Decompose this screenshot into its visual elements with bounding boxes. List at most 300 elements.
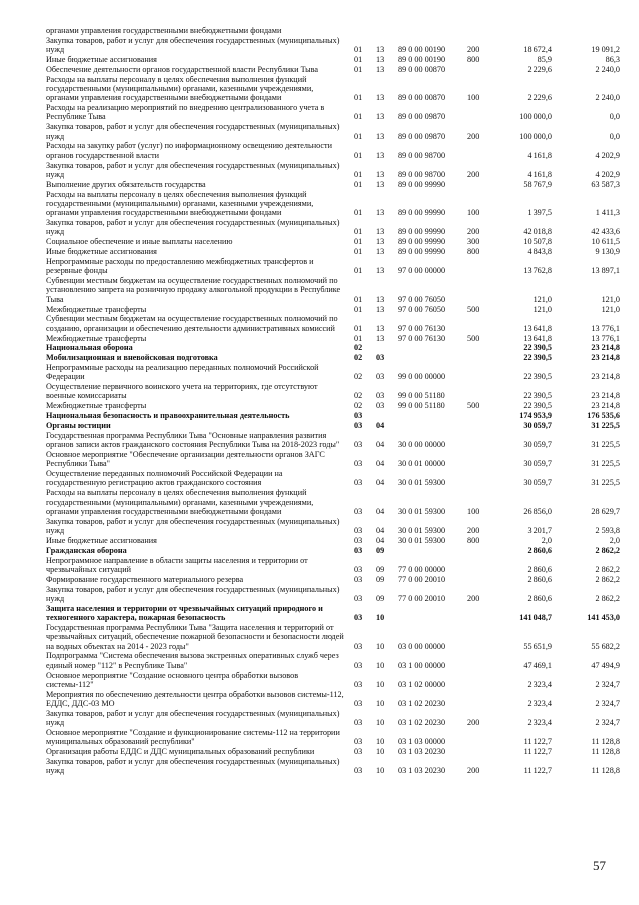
row-sum-year2: 55 682,2 [591, 641, 620, 651]
row-section: 03 [354, 737, 363, 747]
row-sum-year2: 2 324,7 [595, 698, 620, 708]
row-target-code: 77 0 00 00000 [398, 564, 446, 574]
row-expense-type: 300 [467, 237, 480, 247]
row-sum-year1: 11 122,7 [523, 737, 552, 747]
row-subsection: 13 [376, 131, 385, 141]
row-target-code: 30 0 01 59300 [398, 478, 446, 488]
row-name: Закупка товаров, работ и услуг для обеспечения государственных (муниципальных) нужд [46, 160, 340, 179]
row-sum-year2: 9 130,9 [595, 247, 620, 257]
table-row [0, 401, 639, 410]
row-sum-year1: 100 000,0 [519, 131, 552, 141]
row-section: 01 [354, 45, 363, 55]
row-subsection: 03 [376, 353, 385, 363]
row-section: 02 [354, 391, 363, 401]
table-row [0, 450, 639, 469]
row-subsection: 13 [376, 266, 385, 276]
row-sum-year1: 22 390,5 [523, 353, 552, 363]
row-sum-year2: 0,0 [609, 131, 620, 141]
table-row [0, 276, 639, 304]
row-name: Социальное обеспечение и иные выплаты населению [46, 237, 233, 247]
row-section: 01 [354, 112, 363, 122]
row-target-code: 30 0 01 00000 [398, 459, 446, 469]
row-target-code: 03 0 00 00000 [398, 641, 446, 651]
row-subsection: 13 [376, 304, 385, 314]
row-section: 01 [354, 227, 363, 237]
table-row [0, 604, 639, 623]
row-target-code: 89 0 00 09870 [398, 112, 446, 122]
table-row [0, 363, 639, 382]
row-expense-type: 800 [467, 247, 480, 257]
table-row [0, 190, 639, 218]
row-sum-year1: 2 860,6 [527, 574, 552, 584]
row-section: 01 [354, 64, 363, 74]
row-subsection: 03 [376, 391, 385, 401]
row-section: 03 [354, 545, 363, 555]
row-name: Государственная программа Республики Тыва "Основные направления развития органов записи актов гражданского состояния Республики Тыва на 2018-2023 годы" [46, 430, 340, 450]
row-name: Иные бюджетные ассигнования [46, 247, 157, 257]
row-expense-type: 200 [467, 45, 480, 55]
table-row [0, 747, 639, 756]
table-row [0, 651, 639, 670]
row-subsection: 13 [376, 150, 385, 160]
row-name: Закупка товаров, работ и услуг для обеспечения государственных (муниципальных) нужд [46, 708, 340, 728]
row-sum-year2: 0,0 [609, 112, 620, 122]
row-section: 03 [354, 411, 363, 421]
row-subsection: 04 [376, 421, 385, 431]
row-subsection: 09 [376, 545, 385, 555]
row-name: Закупка товаров, работ и услуг для обеспечения государственных (муниципальных) нужд [46, 218, 340, 237]
row-section: 01 [354, 169, 363, 179]
row-target-code: 89 0 00 98700 [398, 150, 446, 160]
table-row [0, 757, 639, 776]
row-section: 03 [354, 506, 363, 516]
row-sum-year1: 4 161,8 [527, 169, 552, 179]
row-name: Обеспечение деятельности органов государственной власти Республики Тыва [46, 64, 319, 74]
row-subsection: 04 [376, 535, 385, 545]
row-section: 03 [354, 526, 363, 536]
row-name: Межбюджетные трансферты [46, 401, 147, 411]
row-sum-year2: 11 128,8 [591, 737, 620, 747]
row-sum-year2: 31 225,5 [591, 478, 620, 488]
row-sum-year2: 2,0 [609, 535, 620, 545]
row-sum-year1: 30 059,7 [523, 440, 552, 450]
row-sum-year1: 22 390,5 [523, 372, 552, 382]
row-target-code: 89 0 00 99990 [398, 247, 446, 257]
row-name: Расходы на выплаты персоналу в целях обеспечения выполнения функций государственными (муниципальными) органами, казенными учреждениями, органами управления государственными внебюджетными фондами [46, 488, 314, 516]
row-name: Национальная безопасность и правоохранительная деятельность [46, 411, 290, 421]
row-target-code: 03 1 03 20230 [398, 766, 446, 776]
row-sum-year1: 30 059,7 [523, 459, 552, 469]
table-row [0, 709, 639, 728]
table-row [0, 218, 639, 237]
row-target-code: 89 0 00 09870 [398, 131, 446, 141]
row-target-code: 30 0 00 00000 [398, 440, 446, 450]
row-sum-year1: 42 018,8 [523, 227, 552, 237]
table-row [0, 122, 639, 141]
row-section: 03 [354, 574, 363, 584]
row-sum-year2: 4 202,9 [595, 150, 620, 160]
row-sum-year2: 13 776,1 [591, 333, 620, 343]
row-sum-year1: 58 767,9 [523, 179, 552, 189]
row-name: Закупка товаров, работ и услуг для обеспечения государственных (муниципальных) нужд [46, 35, 340, 55]
row-subsection: 10 [376, 718, 385, 728]
row-sum-year2: 13 776,1 [591, 323, 620, 333]
table-row [0, 343, 639, 352]
row-target-code: 03 1 03 20230 [398, 747, 446, 757]
row-name: Непрограммные расходы на реализацию переданных полномочий Российской Федерации [46, 363, 319, 382]
row-sum-year1: 174 953,9 [519, 411, 552, 421]
row-expense-type: 200 [467, 131, 480, 141]
row-sum-year1: 13 762,8 [523, 266, 552, 276]
row-section: 01 [354, 333, 363, 343]
row-section: 03 [354, 564, 363, 574]
table-row [0, 75, 639, 103]
row-subsection: 13 [376, 55, 385, 64]
table-row [0, 314, 639, 333]
table-row [0, 623, 639, 651]
row-section: 01 [354, 179, 363, 189]
row-target-code: 89 0 00 00190 [398, 45, 446, 55]
table-row [0, 671, 639, 690]
row-target-code: 97 0 00 76050 [398, 294, 446, 304]
table-row [0, 65, 639, 74]
row-sum-year2: 13 897,1 [591, 266, 620, 276]
row-sum-year2: 4 202,9 [595, 169, 620, 179]
row-name: Иные бюджетные ассигнования [46, 535, 157, 545]
row-target-code: 03 1 02 20230 [398, 718, 446, 728]
row-target-code: 77 0 00 20010 [398, 574, 446, 584]
row-sum-year1: 2 860,6 [527, 545, 552, 555]
row-name: Гражданская оборона [46, 545, 127, 555]
table-row [0, 728, 639, 747]
row-name: Межбюджетные трансферты [46, 333, 147, 343]
row-target-code: 89 0 00 00870 [398, 64, 446, 74]
row-sum-year2: 2 593,8 [595, 526, 620, 536]
row-name: Субвенции местным бюджетам на осуществление государственных полномочий по установлению запрета на розничную продажу алкогольной продукции в Республике Тыва [46, 276, 341, 304]
row-sum-year2: 2 862,2 [595, 545, 620, 555]
row-sum-year1: 10 507,8 [523, 237, 552, 247]
row-subsection: 09 [376, 574, 385, 584]
row-section: 03 [354, 660, 363, 670]
row-sum-year1: 13 641,8 [523, 333, 552, 343]
row-name: Органы юстиции [46, 421, 111, 431]
row-subsection: 10 [376, 747, 385, 757]
row-target-code: 89 0 00 00870 [398, 93, 446, 103]
row-expense-type: 200 [467, 718, 480, 728]
row-sum-year2: 2 862,2 [595, 593, 620, 603]
row-name: Расходы на закупку работ (услуг) по информационному освещению деятельности органов государственной власти [46, 141, 333, 160]
row-subsection: 10 [376, 613, 385, 623]
row-sum-year1: 2 860,6 [527, 564, 552, 574]
row-subsection: 13 [376, 208, 385, 218]
row-sum-year1: 2 229,6 [527, 64, 552, 74]
row-subsection: 10 [376, 641, 385, 651]
table-row [0, 575, 639, 584]
row-target-code: 89 0 00 99990 [398, 237, 446, 247]
row-target-code: 30 0 01 59300 [398, 526, 446, 536]
row-target-code: 30 0 01 59300 [398, 535, 446, 545]
row-target-code: 89 0 00 99990 [398, 179, 446, 189]
row-target-code: 97 0 00 76050 [398, 304, 446, 314]
row-expense-type: 200 [467, 593, 480, 603]
row-expense-type: 800 [467, 55, 480, 64]
row-section: 01 [354, 93, 363, 103]
row-expense-type: 100 [467, 506, 480, 516]
row-sum-year1: 2 860,6 [527, 593, 552, 603]
row-expense-type: 500 [467, 333, 480, 343]
row-sum-year1: 22 390,5 [523, 343, 552, 353]
row-sum-year1: 22 390,5 [523, 391, 552, 401]
row-section: 01 [354, 247, 363, 257]
row-sum-year2: 42 433,6 [591, 227, 620, 237]
row-sum-year1: 11 122,7 [523, 766, 552, 776]
row-sum-year2: 11 128,8 [591, 766, 620, 776]
row-sum-year2: 31 225,5 [591, 440, 620, 450]
row-name: Расходы на выплаты персоналу в целях обеспечения выполнения функций государственными (муниципальными) органами, казенными учреждениями, органами управления государственными внебюджетными фондами [46, 74, 314, 103]
row-sum-year2: 121,0 [601, 304, 620, 314]
row-name: Мобилизационная и вневойсковая подготовка [46, 353, 218, 363]
table-row [0, 103, 639, 122]
row-sum-year2: 10 611,5 [591, 237, 620, 247]
row-subsection: 13 [376, 323, 385, 333]
row-sum-year1: 2,0 [541, 535, 552, 545]
row-section: 01 [354, 266, 363, 276]
row-name: Подпрограмма "Система обеспечения вызова экстренных оперативных служб через единый номер "112" в Республике Тыва" [46, 651, 339, 670]
table-row [0, 353, 639, 362]
row-name: Иные бюджетные ассигнования [46, 55, 157, 64]
row-expense-type: 100 [467, 208, 480, 218]
row-name: Организация работы ЕДДС и ДДС муниципальных образований республики [46, 747, 315, 757]
row-name: Осуществление переданных полномочий Российской Федерации на государственную регистрацию актов гражданского состояния [46, 469, 283, 488]
table-row [0, 382, 639, 401]
row-sum-year1: 4 843,8 [527, 247, 552, 257]
row-sum-year2: 176 535,6 [587, 411, 620, 421]
row-sum-year1: 2 229,6 [527, 93, 552, 103]
row-sum-year2: 19 091,2 [591, 45, 620, 55]
table-row [0, 546, 639, 555]
table-row [0, 431, 639, 450]
row-sum-year2: 11 128,8 [591, 747, 620, 757]
row-sum-year1: 2 323,4 [527, 679, 552, 689]
row-section: 03 [354, 641, 363, 651]
row-subsection: 13 [376, 294, 385, 304]
row-name: Государственная программа Республики Тыва "Защита населения и территорий от чрезвычайных ситуаций, обеспечение пожарной безопасности и безопасности людей на водных объектах на 2014 - 2023 годы" [46, 622, 344, 651]
row-name: Мероприятия по обеспечению деятельности центра обработки вызовов системы-112, ЕДДС, ДДС-03 МО [46, 689, 344, 708]
table-row [0, 26, 639, 35]
row-section: 03 [354, 421, 363, 431]
row-sum-year2: 121,0 [601, 294, 620, 304]
row-sum-year2: 63 587,3 [591, 179, 620, 189]
row-sum-year2: 23 214,8 [591, 372, 620, 382]
row-target-code: 03 1 03 00000 [398, 737, 446, 747]
table-row [0, 334, 639, 343]
row-sum-year2: 28 629,7 [591, 506, 620, 516]
row-sum-year1: 18 672,4 [523, 45, 552, 55]
row-name: Формирование государственного материального резерва [46, 574, 244, 584]
row-sum-year1: 26 856,0 [523, 506, 552, 516]
row-section: 02 [354, 343, 363, 353]
row-section: 03 [354, 535, 363, 545]
row-target-code: 89 0 00 99990 [398, 208, 446, 218]
row-target-code: 77 0 00 20010 [398, 593, 446, 603]
row-name: Защита населения и территории от чрезвычайных ситуаций природного и техногенного характера, пожарная безопасность [46, 603, 323, 623]
row-subsection: 13 [376, 169, 385, 179]
row-name: Основное мероприятие "Создание и функционирование системы-112 на территории муниципальных образований республики" [46, 728, 340, 747]
row-name: Закупка товаров, работ и услуг для обеспечения государственных (муниципальных) нужд [46, 584, 340, 603]
row-expense-type: 500 [467, 304, 480, 314]
row-sum-year1: 121,0 [533, 294, 552, 304]
row-section: 03 [354, 747, 363, 757]
row-sum-year1: 121,0 [533, 304, 552, 314]
row-section: 03 [354, 593, 363, 603]
table-row [0, 141, 639, 160]
table-row [0, 411, 639, 420]
row-sum-year1: 55 651,9 [523, 641, 552, 651]
row-sum-year2: 141 453,0 [587, 613, 620, 623]
row-sum-year2: 23 214,8 [591, 401, 620, 411]
row-subsection: 13 [376, 64, 385, 74]
row-target-code: 89 0 00 00190 [398, 55, 446, 64]
row-subsection: 04 [376, 506, 385, 516]
row-subsection: 13 [376, 227, 385, 237]
row-section: 01 [354, 294, 363, 304]
table-row [0, 257, 639, 276]
table-row [0, 305, 639, 314]
row-target-code: 03 1 00 00000 [398, 660, 446, 670]
row-sum-year2: 1 411,3 [595, 208, 620, 218]
row-sum-year1: 4 161,8 [527, 150, 552, 160]
row-target-code: 89 0 00 98700 [398, 169, 446, 179]
row-target-code: 03 1 02 00000 [398, 679, 446, 689]
row-subsection: 13 [376, 237, 385, 247]
row-subsection: 10 [376, 698, 385, 708]
row-name: Осуществление первичного воинского учета на территориях, где отсутствуют военные комиссариаты [46, 382, 318, 401]
row-name: Выполнение других обязательств государства [46, 179, 206, 189]
row-sum-year2: 2 862,2 [595, 564, 620, 574]
row-sum-year1: 30 059,7 [523, 421, 552, 431]
row-subsection: 03 [376, 372, 385, 382]
row-target-code: 30 0 01 59300 [398, 506, 446, 516]
table-row [0, 690, 639, 709]
row-section: 03 [354, 613, 363, 623]
row-subsection: 13 [376, 179, 385, 189]
row-name: Закупка товаров, работ и услуг для обеспечения государственных (муниципальных) нужд [46, 516, 340, 536]
row-expense-type: 200 [467, 169, 480, 179]
row-sum-year1: 30 059,7 [523, 478, 552, 488]
row-section: 01 [354, 304, 363, 314]
row-section: 03 [354, 718, 363, 728]
row-section: 03 [354, 679, 363, 689]
row-section: 02 [354, 372, 363, 382]
row-section: 01 [354, 323, 363, 333]
row-sum-year1: 2 323,4 [527, 698, 552, 708]
row-section: 01 [354, 208, 363, 218]
row-section: 03 [354, 459, 363, 469]
table-row [0, 36, 639, 55]
table-row [0, 556, 639, 575]
row-section: 03 [354, 478, 363, 488]
row-name: Национальная оборона [46, 343, 133, 353]
row-sum-year2: 2 240,0 [595, 93, 620, 103]
row-section: 01 [354, 131, 363, 141]
row-target-code: 03 1 02 20230 [398, 698, 446, 708]
row-subsection: 09 [376, 593, 385, 603]
row-sum-year1: 100 000,0 [519, 112, 552, 122]
row-name: Непрограммное направление в области защиты населения и территории от чрезвычайных ситуаций [46, 555, 308, 574]
row-sum-year2: 31 225,5 [591, 421, 620, 431]
row-sum-year2: 23 214,8 [591, 353, 620, 363]
row-target-code: 89 0 00 99990 [398, 227, 446, 237]
row-subsection: 10 [376, 737, 385, 747]
row-name: Субвенции местным бюджетам на осуществление государственных полномочий по созданию, организации и обеспечению деятельности административных комиссий [46, 314, 338, 333]
row-target-code: 99 0 00 00000 [398, 372, 446, 382]
row-name: Межбюджетные трансферты [46, 304, 147, 314]
row-subsection: 04 [376, 526, 385, 536]
row-expense-type: 100 [467, 93, 480, 103]
row-sum-year2: 86,3 [605, 55, 620, 64]
table-row [0, 237, 639, 246]
table-row [0, 55, 639, 64]
row-subsection: 10 [376, 766, 385, 776]
row-section: 01 [354, 150, 363, 160]
row-subsection: 04 [376, 440, 385, 450]
row-expense-type: 800 [467, 535, 480, 545]
row-sum-year1: 11 122,7 [523, 747, 552, 757]
row-sum-year1: 22 390,5 [523, 401, 552, 411]
row-section: 03 [354, 698, 363, 708]
row-subsection: 13 [376, 45, 385, 55]
row-target-code: 99 0 00 51180 [398, 401, 445, 411]
row-section: 01 [354, 237, 363, 247]
row-sum-year2: 47 494,9 [591, 660, 620, 670]
row-subsection: 04 [376, 478, 385, 488]
table-row [0, 421, 639, 430]
row-subsection: 10 [376, 679, 385, 689]
row-name: Непрограммные расходы по предоставлению межбюджетных трансфертов и резервные фонды [46, 256, 314, 276]
table-row [0, 469, 639, 488]
row-name: Расходы на реализацию мероприятий по внедрению централизованного учета в Республике Тыва [46, 103, 325, 122]
table-row [0, 517, 639, 536]
row-name: Закупка товаров, работ и услуг для обеспечения государственных (муниципальных) нужд [46, 122, 340, 141]
table-row [0, 180, 639, 189]
row-name: Закупка товаров, работ и услуг для обеспечения государственных (муниципальных) нужд [46, 757, 340, 776]
row-subsection: 04 [376, 459, 385, 469]
row-target-code: 97 0 00 76130 [398, 333, 446, 343]
row-sum-year2: 2 240,0 [595, 64, 620, 74]
row-sum-year2: 23 214,8 [591, 343, 620, 353]
row-subsection: 10 [376, 660, 385, 670]
row-sum-year2: 23 214,8 [591, 391, 620, 401]
row-expense-type: 200 [467, 766, 480, 776]
table-row [0, 161, 639, 180]
row-sum-year1: 3 201,7 [527, 526, 552, 536]
row-subsection: 13 [376, 247, 385, 257]
row-sum-year1: 2 323,4 [527, 718, 552, 728]
row-sum-year1: 47 469,1 [523, 660, 552, 670]
table-row [0, 585, 639, 604]
row-sum-year1: 141 048,7 [519, 613, 552, 623]
row-sum-year1: 13 641,8 [523, 323, 552, 333]
row-sum-year2: 2 862,2 [595, 574, 620, 584]
row-name: Расходы на выплаты персоналу в целях обеспечения выполнения функций государственными (муниципальными) органами, казенными учреждениями, органами управления государственными внебюджетными фондами [46, 189, 314, 218]
row-subsection: 03 [376, 401, 385, 411]
row-name: Основное мероприятие "Создание основного центра обработки вызовов системы-112" [46, 670, 299, 689]
row-sum-year1: 85,9 [537, 55, 552, 64]
row-name: органами управления государственными внебюджетными фондами [46, 26, 282, 35]
row-target-code: 99 0 00 51180 [398, 391, 445, 401]
row-name: Основное мероприятие "Обеспечение организации деятельности органов ЗАГС Республики Тыва" [46, 450, 325, 469]
table-row [0, 536, 639, 545]
